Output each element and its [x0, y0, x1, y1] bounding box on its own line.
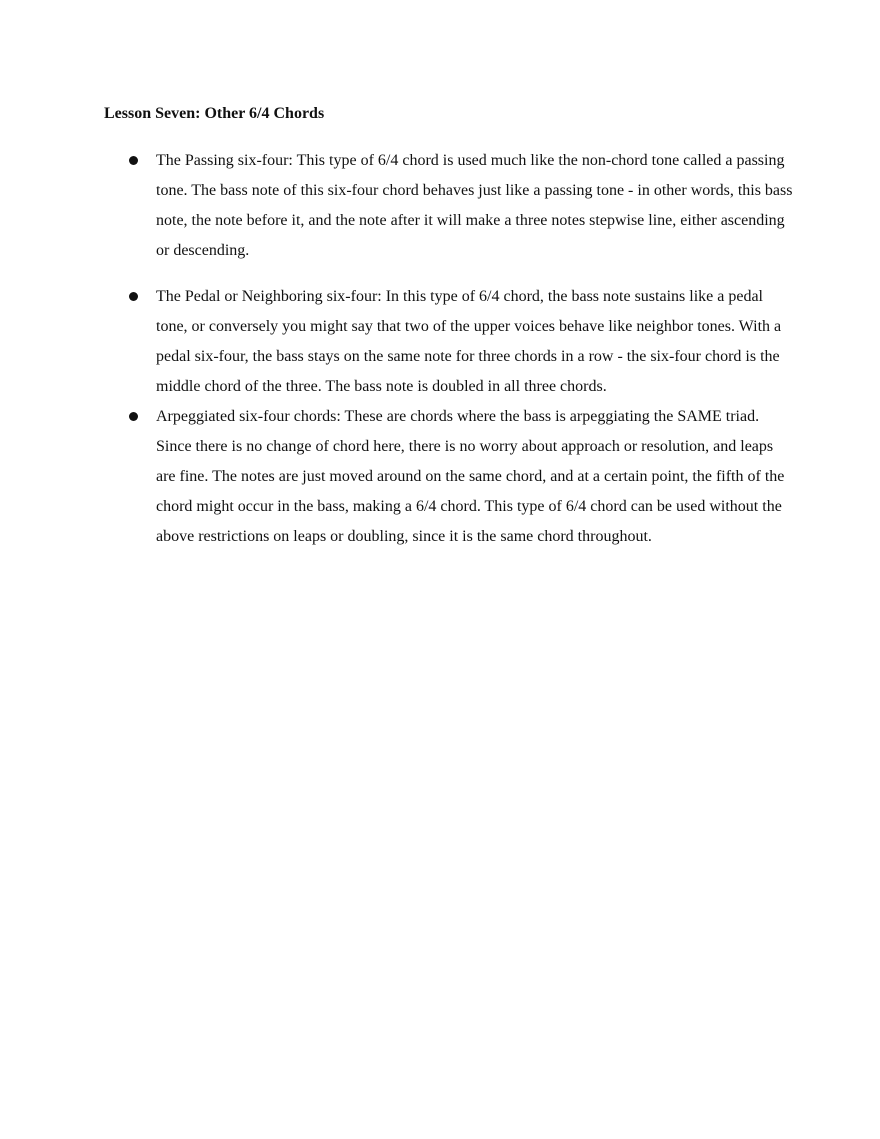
- bullet-icon: [129, 156, 138, 165]
- list-item-text: The Pedal or Neighboring six-four: In this type of 6/4 chord, the bass note sustains like a pedal tone, or conversely you might say that two of the upper voices behave like neighbor tones. With a pedal six-four, the bass stays on the same note for three chords in a row - the six-four chord is the middle chord of the three. The bass note is doubled in all three chords.: [156, 288, 782, 395]
- bullet-list: [104, 146, 794, 552]
- list-item-text: The Passing six-four: This type of 6/4 chord is used much like the non-chord tone called a passing tone. The bass note of this six-four chord behaves just like a passing tone - in other words, this bass note, the note before it, and the note after it will make a three notes stepwise line, either ascending or descending.: [156, 152, 793, 259]
- list-item-text: Arpeggiated six-four chords: These are chords where the bass is arpeggiating the SAME triad. Since there is no change of chord here, there is no worry about approach or resolution, and leaps are fine. The notes are just moved around on the same chord, and at a certain point, the fifth of the chord might occur in the bass, making a 6/4 chord. This type of 6/4 chord can be used without the above restrictions on leaps or doubling, since it is the same chord throughout.: [156, 408, 785, 545]
- list-item-passing-six-four: [104, 146, 794, 266]
- bullet-icon: [129, 412, 138, 421]
- bullet-icon: [129, 292, 138, 301]
- list-item-pedal-six-four: [104, 282, 794, 402]
- page-title: Lesson Seven: Other 6/4 Chords: [104, 105, 325, 122]
- list-item-arpeggiated-six-four: [104, 402, 794, 552]
